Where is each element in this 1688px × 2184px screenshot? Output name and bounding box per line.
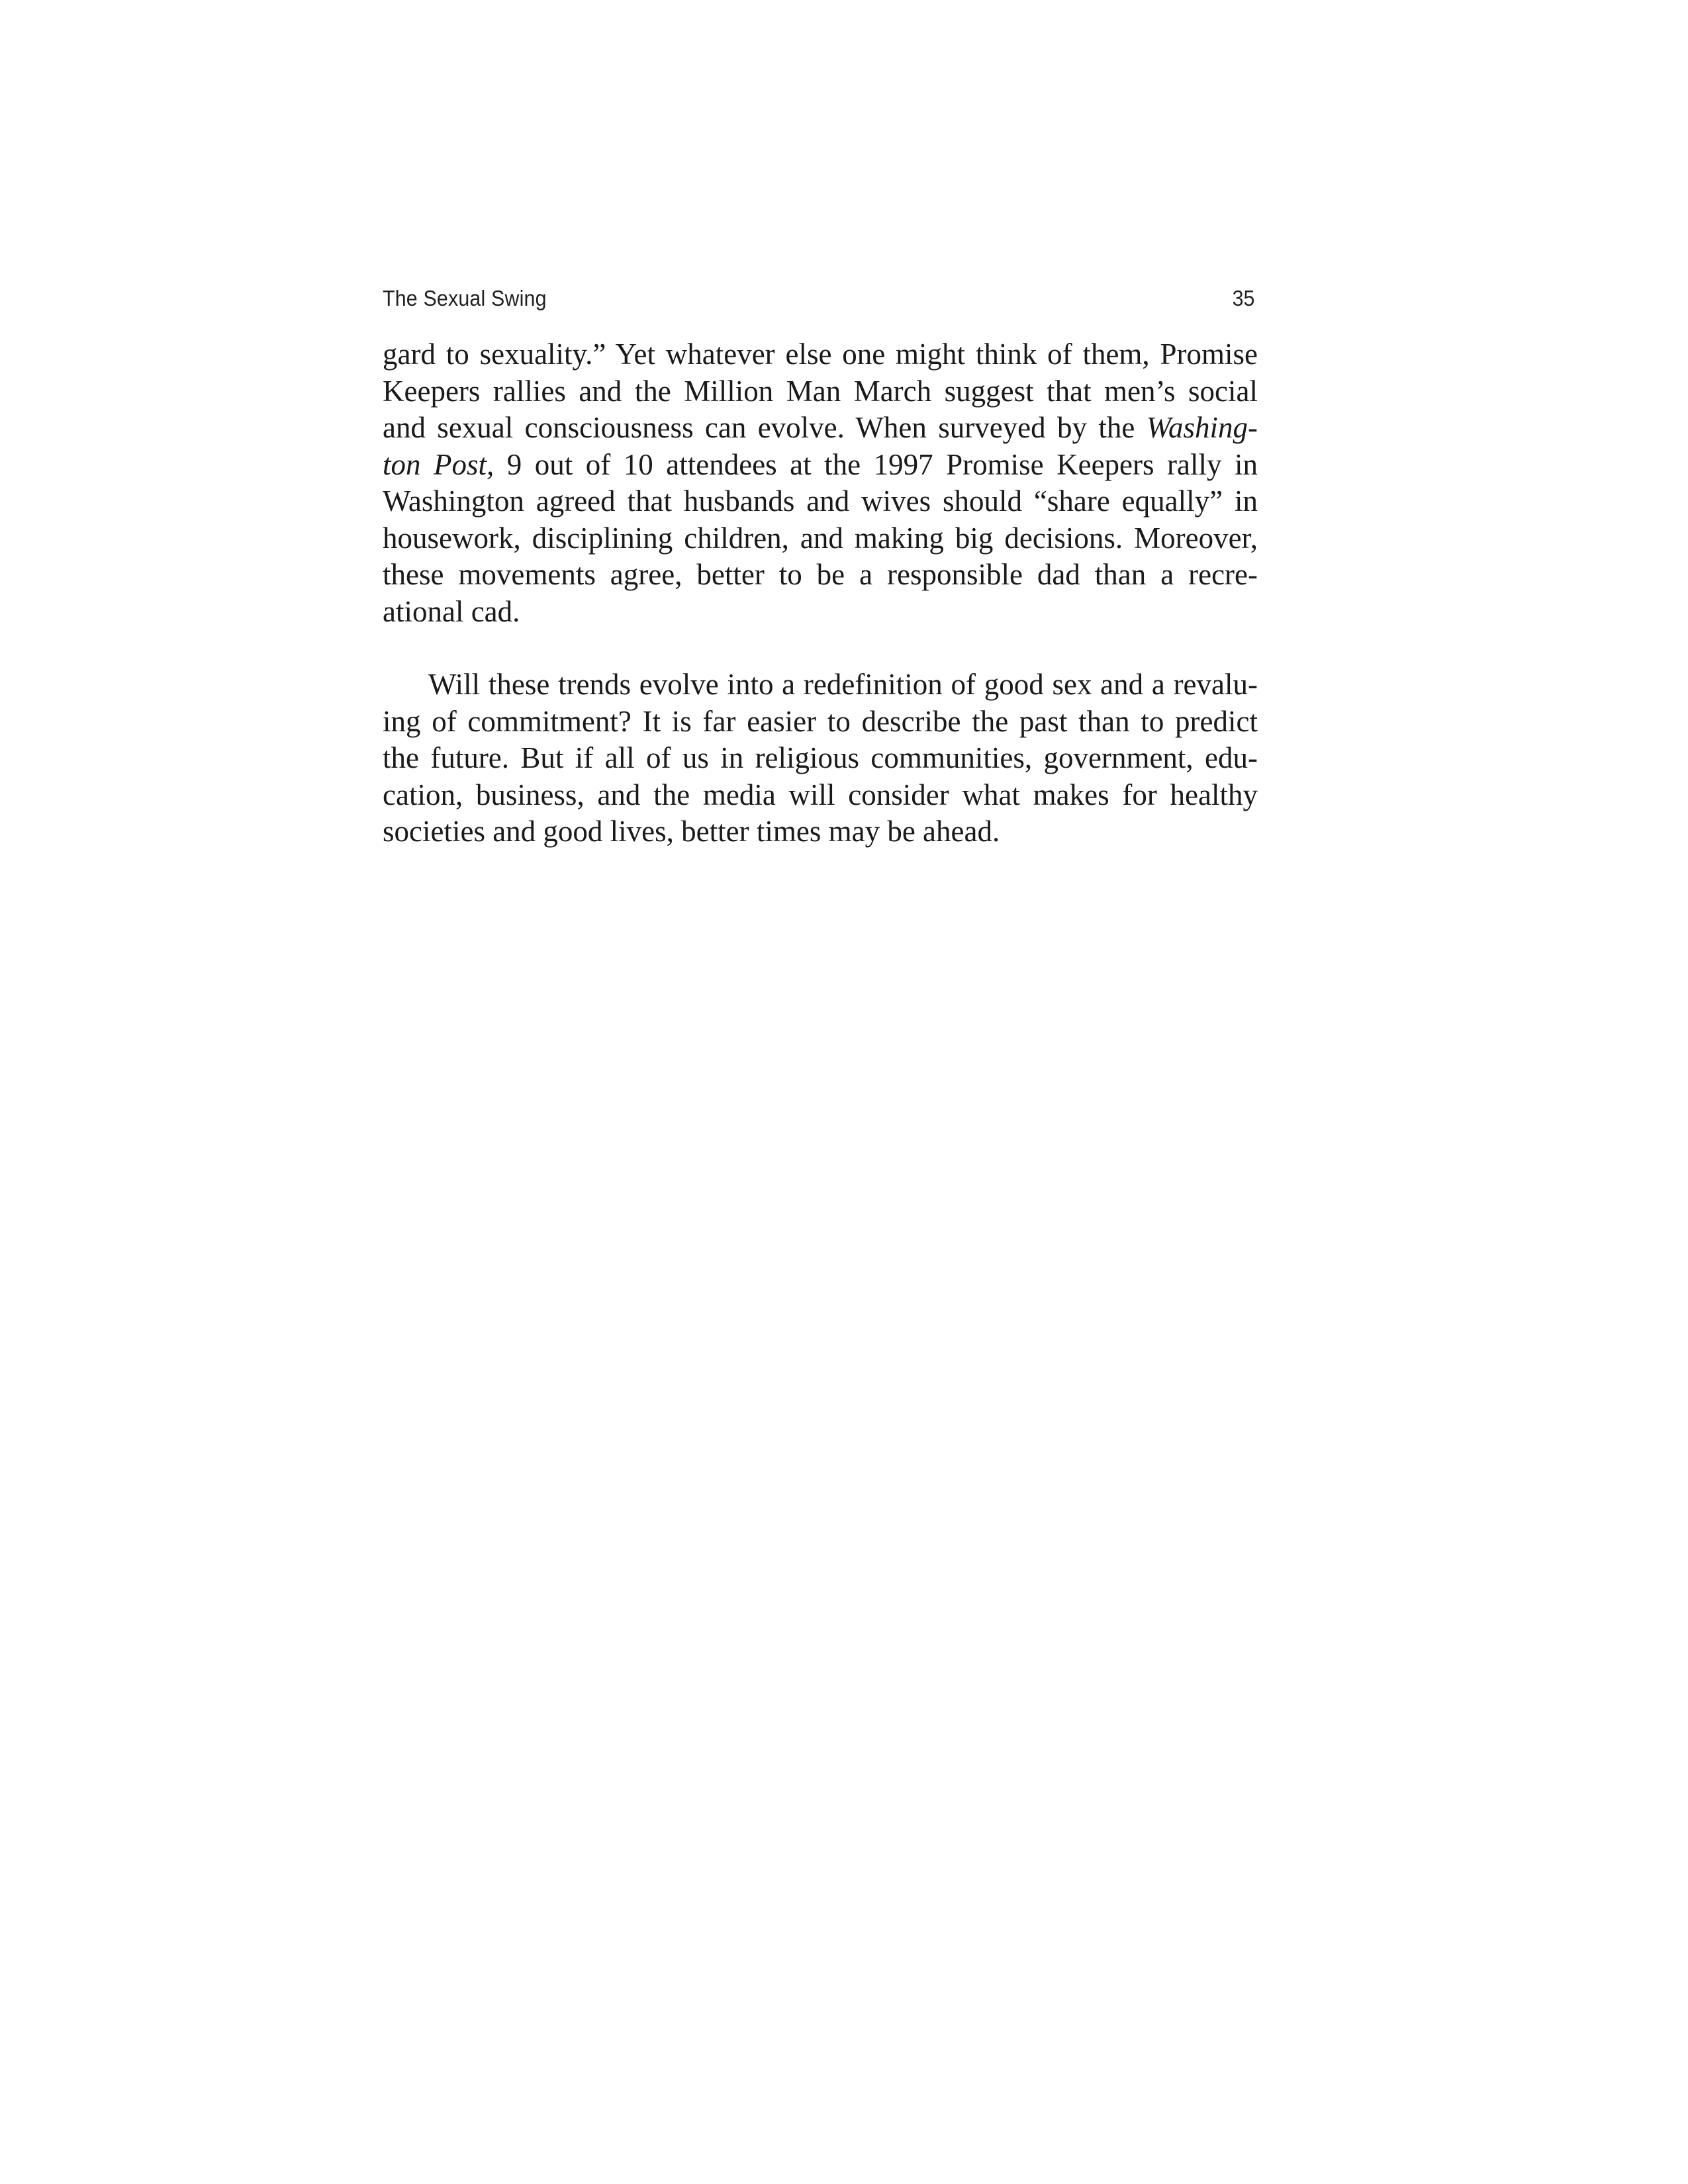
- running-head-title: The Sexual Swing: [383, 286, 547, 310]
- text-line: Will these trends evolve into a redefinition of good sex and a revalu-: [428, 668, 1258, 701]
- text-line: ational cad.: [383, 594, 520, 628]
- italic-publication-name: Washing-: [1146, 411, 1258, 444]
- text-line: cation, business, and the media will consider what makes for healthy: [383, 778, 1258, 811]
- italic-publication-name: ton Post,: [383, 447, 494, 481]
- text-line: these movements agree, better to be a responsible dad than a recre-: [383, 558, 1258, 591]
- text-line: the future. But if all of us in religious communities, government, edu-: [383, 741, 1258, 774]
- page-number: 35: [1232, 286, 1255, 310]
- text-line: housework, disciplining children, and making big decisions. Moreover,: [383, 521, 1258, 555]
- text-line: gard to sexuality.” Yet whatever else one might think of them, Promise: [383, 338, 1258, 371]
- text-line: societies and good lives, better times may be ahead.: [383, 815, 1000, 848]
- text-line: ing of commitment? It is far easier to describe the past than to predict: [383, 704, 1258, 738]
- paragraph-1: [383, 336, 1258, 630]
- text-line: Washington agreed that husbands and wives should “share equally” in: [383, 484, 1258, 518]
- running-head: [383, 286, 1255, 318]
- text-line: Keepers rallies and the Million Man March suggest that men’s social: [383, 374, 1258, 408]
- text-line: and sexual consciousness can evolve. When surveyed by the Washing-: [383, 411, 1258, 444]
- text-line: ton Post, 9 out of 10 attendees at the 1997 Promise Keepers rally in: [383, 447, 1258, 481]
- paragraph-2: [383, 666, 1258, 850]
- body-text: [383, 336, 1258, 850]
